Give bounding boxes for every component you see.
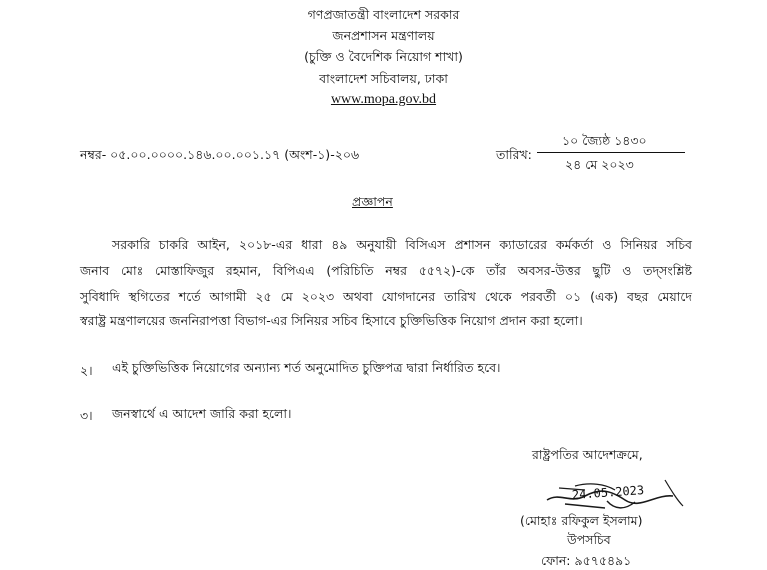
paragraph1-line: সুবিধাদি স্থগিতের শর্তে আগামী ২৫ মে ২০২৩ অথবা যোগদানের তারিখ থেকে পরবর্তী ০১ (এক) বছর মেয়াদে	[80, 289, 692, 304]
paragraph1-line: সরকারি চাকরি আইন, ২০১৮-এর ধারা ৪৯ অনুযায়ী বিসিএস প্রশাসন ক্যাডারের কর্মকর্তা ও সিনিয়র সচিব	[112, 237, 692, 252]
website-row	[0, 90, 767, 109]
point2-text: এই চুক্তিভিত্তিক নিয়োগের অন্যান্য শর্ত অনুমোদিত চুক্তিপত্র দ্বারা নির্ধারিত হবে।	[112, 360, 501, 375]
handwritten-date: 24.05.2023	[571, 482, 645, 502]
date-label: তারিখ:	[496, 147, 532, 162]
point3-text: জনস্বার্থে এ আদেশ জারি করা হলো।	[112, 406, 292, 421]
ministry-name: জনপ্রশাসন মন্ত্রণালয়	[332, 28, 435, 43]
office-address: বাংলাদেশ সচিবালয়, ঢাকা	[319, 71, 448, 86]
website-link[interactable]: www.mopa.gov.bd	[330, 92, 437, 107]
section-name: (চুক্তি ও বৈদেশিক নিয়োগ শাখা)	[304, 49, 463, 64]
point3-number: ৩।	[80, 408, 93, 423]
govt-name: গণপ্রজাতন্ত্রী বাংলাদেশ সরকার	[307, 7, 460, 22]
date-bangla: ১০ জ্যৈষ্ঠ ১৪৩০	[562, 133, 647, 148]
signatory-phone: ফোন: ৯৫৭৫৪৯১	[541, 553, 632, 568]
paragraph1-line: জনাব মোঃ মোস্তাফিজুর রহমান, বিপিএএ (পরিচিতি নম্বর ৫৫৭২)-কে তাঁর অবসর-উত্তর ছুটি ও তদ্‌সংশ্লিষ্ট	[80, 263, 692, 278]
point2-number: ২।	[80, 363, 93, 378]
order-line: রাষ্ট্রপতির আদেশক্রমে,	[532, 447, 643, 462]
date-divider	[537, 152, 685, 153]
date-gregorian: ২৪ মে ২০২৩	[565, 157, 634, 172]
paragraph1-line: স্বরাষ্ট্র মন্ত্রণালয়ের জননিরাপত্তা বিভাগ-এর সিনিয়র সচিব হিসাবে চুক্তিভিত্তিক নিয়োগ প্রদান করা হলো।	[80, 313, 583, 328]
document-title: প্রজ্ঞাপন	[352, 194, 393, 209]
signatory-name: (মোহাঃ রফিকুল ইসলাম)	[520, 513, 643, 528]
signatory-designation: উপসচিব	[567, 532, 611, 547]
memo-number: নম্বর- ০৫.০০.০০০০.১৪৬.০০.০০১.১৭ (অংশ-১)-২০৬	[80, 147, 360, 162]
